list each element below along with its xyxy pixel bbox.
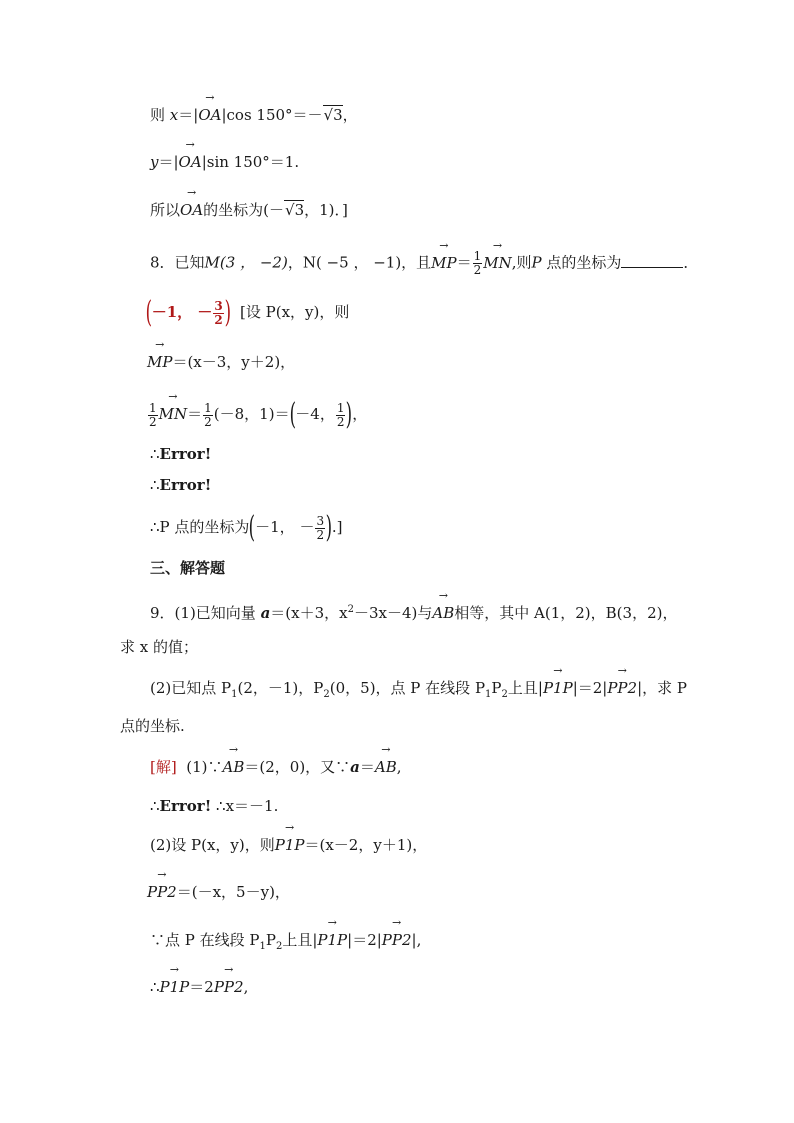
solution-4: ∵点 P 在线段 $P_1P_2$上且|→ P1P|＝2|→ PP2|, (150, 930, 421, 957)
line-ox: 则 x＝|→ OA|cos 150°＝－√3， (150, 105, 358, 125)
line-oa-coords: 所以→ OA的坐标为(－√3，1)．] (150, 200, 348, 220)
solution-2: (2)设 P(x，y)，则→ P1P＝(x－2，y＋1)， (150, 835, 427, 855)
solution-error: ∴Error! ∴x＝－1. (150, 797, 279, 815)
line-oy: y＝|→ OA|sin 150°＝1. (150, 152, 299, 172)
line-mp: → MP＝(x－3，y＋2)， (147, 352, 295, 372)
solution-1: [解] (1)∵→ AB＝(2，0)，又∵a＝→ AB, (150, 757, 402, 777)
vector-oa: → OA (198, 105, 221, 125)
solution-3: → PP2＝(－x，5－y)， (147, 882, 290, 902)
line-p-coords: ∴P 点的坐标为(－1， － $\frac{3}{2}$ ).] (150, 510, 343, 545)
solution-5: ∴→ P1P＝2→ PP2, (150, 977, 248, 997)
error-line-1: ∴Error! (150, 445, 212, 463)
line-mn: $\frac{1}{2}$ → MN＝ $\frac{1}{2}$ (－8，1)＝(－4， $\frac{1}{2}$ )， (147, 400, 367, 430)
answer-8: (－1， － $\frac{3}{2}$ ) [设 P(x，y)，则 (145, 295, 350, 330)
fraction: $\frac{1}{2}$ (473, 249, 482, 277)
question-8: 8．已知M(3 ， −2)，N( −5 ， −1)，且→ MP＝ $\frac{1}{2}$ → MN,则P 点的坐标为 ． (150, 250, 698, 277)
section-heading: 三、解答题 (150, 559, 226, 577)
question-9-2: (2)已知点 $P_1(2$，－1)，$P_2(0$，5)，点 P 在线段 $P_1P_2$上且|→ P1P|＝2|→ PP2|，求 P (150, 678, 687, 705)
vector-oa: → OA (180, 200, 203, 220)
error-line-2: ∴Error! (150, 476, 212, 494)
answer-blank (621, 253, 683, 268)
question-9-2-cont: 点的坐标. (120, 717, 185, 735)
question-9-1: 9．(1)已知向量 a＝(x＋3，$x^2-3x-4$)与→ AB相等，其中 A(1，2)，B(3，2)， (150, 600, 677, 623)
vector-oa: → OA (179, 152, 202, 172)
question-9-1-cont: 求 x 的值； (120, 638, 198, 656)
